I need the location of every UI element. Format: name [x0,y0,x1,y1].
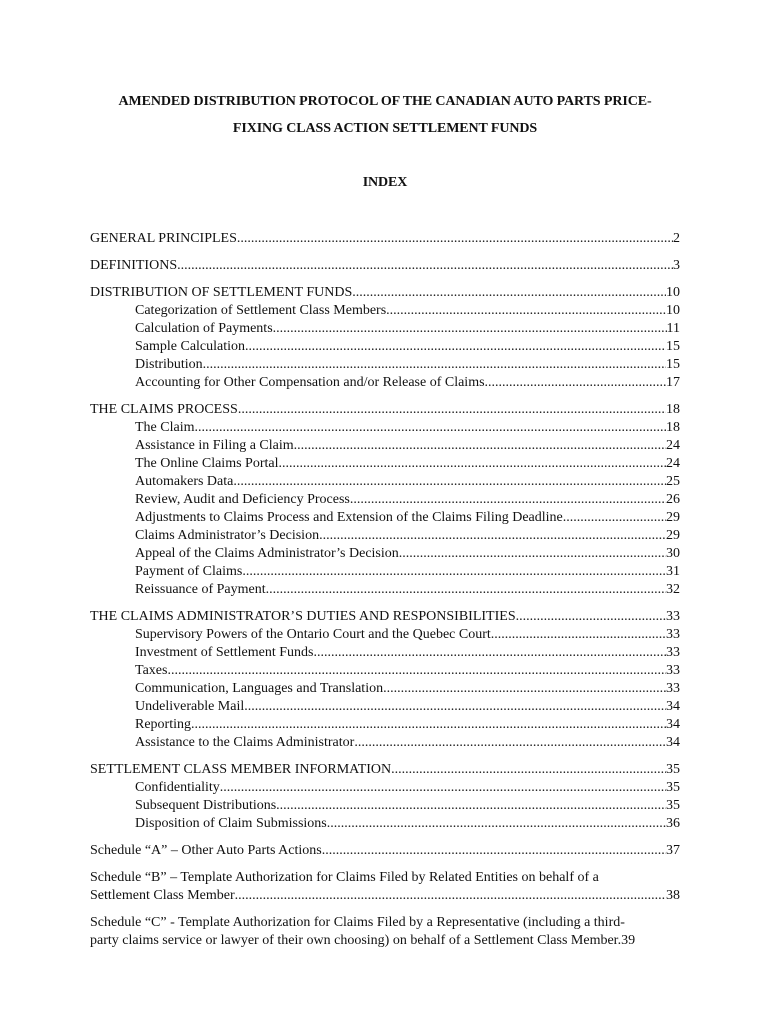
toc-entry-label: Confidentiality [135,780,220,795]
toc-entry-label: Subsequent Distributions [135,798,277,813]
toc-leader-dots [233,473,666,491]
toc-page-number: 31 [666,564,680,579]
toc-entry-line-2 [90,932,680,950]
toc-entry-label-line-2: Settlement Class Member [90,888,235,903]
toc-leader-dots [516,608,666,626]
toc-leader-dots [485,374,666,392]
toc-page-number: 34 [666,717,680,732]
toc-leader-dots [238,401,666,419]
toc-page-number: 34 [666,735,680,750]
toc-entry-label: Adjustments to Claims Process and Extension of the Claims Filing Deadline [135,510,563,525]
toc-entry-label: Reissuance of Payment [135,582,266,597]
toc-page-number: 35 [666,798,680,813]
toc-entry-label-line-1: Schedule “B” – Template Authorization for Claims Filed by Related Entities on behalf of a [90,870,599,885]
toc-leader-dots [235,887,666,905]
toc-entry-label: Supervisory Powers of the Ontario Court and the Quebec Court [135,627,491,642]
toc-subentry[interactable] [90,527,680,545]
toc-page-number: 10 [666,285,680,300]
toc-entry-label: Calculation of Payments [135,321,273,336]
toc-page-number: 33 [666,645,680,660]
toc-leader-dots [563,509,666,527]
toc-subentry[interactable] [90,545,680,563]
toc-entry-label: Automakers Data [135,474,234,489]
document-title-line-2: FIXING CLASS ACTION SETTLEMENT FUNDS [232,121,538,136]
toc-leader-dots [391,761,666,779]
toc-subentry[interactable] [90,734,680,752]
toc-leader-dots [278,455,666,473]
toc-leader-dots [294,437,666,455]
toc-entry-label: The Claim [135,420,195,435]
toc-page-number: 26 [666,492,680,507]
toc-entry-label: Schedule “A” – Other Auto Parts Actions [90,843,322,858]
toc-leader-dots [266,581,666,599]
toc-entry-the-claims-process[interactable] [90,401,680,419]
toc-page-number: 11 [666,321,680,336]
toc-entry-label: Disposition of Claim Submissions [135,816,327,831]
toc-subentry[interactable] [90,419,680,437]
toc-entry-general-principles[interactable] [90,230,680,248]
toc-entry-label: GENERAL PRINCIPLES [90,231,237,246]
toc-page-number: 24 [666,438,680,453]
toc-entry-label: Claims Administrator’s Decision [135,528,320,543]
toc-subentry[interactable] [90,563,680,581]
toc-leader-dots [327,815,666,833]
toc-entry-label: Investment of Settlement Funds [135,645,314,660]
toc-subentry[interactable] [90,302,680,320]
toc-entry-label-line-2: party claims service or lawyer of their own choosing) on behalf of a Settlement Class Member. [90,933,622,948]
toc-subentry[interactable] [90,509,680,527]
toc-entry-label: Accounting for Other Compensation and/or Release of Claims [135,375,485,390]
toc-page-number: 33 [666,663,680,678]
toc-leader-dots [313,644,666,662]
toc-leader-dots [167,662,666,680]
index-heading: INDEX [362,175,408,190]
toc-page-number: 10 [666,303,680,318]
toc-page-number: 37 [666,843,680,858]
toc-page-number: 36 [666,816,680,831]
toc-page-number: 3 [673,258,680,273]
toc-entry-schedule-c[interactable] [90,914,680,950]
toc-leader-dots [350,491,666,509]
toc-page-number: 29 [666,510,680,525]
toc-entry-label: Communication, Languages and Translation [135,681,384,696]
toc-entry-label: Undeliverable Mail [135,699,245,714]
toc-page-number: 18 [666,420,680,435]
toc-page-number: 15 [666,357,680,372]
toc-subentry[interactable] [90,716,680,734]
toc-leader-dots [322,842,666,860]
toc-subentry[interactable] [90,797,680,815]
toc-page-number: 32 [666,582,680,597]
toc-entry-claims-administrator-duties[interactable] [90,608,680,626]
toc-leader-dots [191,716,666,734]
toc-page-number: 25 [666,474,680,489]
toc-page-number: 35 [666,762,680,777]
toc-subentry[interactable] [90,437,680,455]
toc-page-number: 39 [621,933,636,948]
toc-subentry[interactable] [90,491,680,509]
toc-leader-dots [386,302,666,320]
toc-entry-label: Assistance to the Claims Administrator [135,735,355,750]
toc-page-number: 33 [666,609,680,624]
toc-entry-definitions[interactable] [90,257,680,275]
toc-leader-dots [276,797,666,815]
toc-entry-label-line-1: Schedule “C” - Template Authorization for Claims Filed by a Representative (including a third- [90,915,625,930]
toc-entry-label: Appeal of the Claims Administrator’s Decision [135,546,399,561]
toc-entry-label: THE CLAIMS ADMINISTRATOR’S DUTIES AND RESPONSIBILITIES [90,609,516,624]
toc-page-number: 15 [666,339,680,354]
toc-leader-dots [245,338,666,356]
toc-page-number: 33 [666,681,680,696]
toc-entry-label: SETTLEMENT CLASS MEMBER INFORMATION [90,762,392,777]
toc-entry-label: Reporting [135,717,191,732]
toc-leader-dots [399,545,666,563]
toc-subentry[interactable] [90,815,680,833]
toc-leader-dots [237,230,673,248]
toc-entry-label: Payment of Claims [135,564,243,579]
toc-entry-label: Assistance in Filing a Claim [135,438,294,453]
toc-page-number: 33 [666,627,680,642]
toc-subentry[interactable] [90,455,680,473]
toc-entry-line-2 [90,887,680,905]
toc-page-number: 24 [666,456,680,471]
toc-subentry[interactable] [90,320,680,338]
toc-entry-distribution-of-settlement-funds[interactable] [90,284,680,302]
toc-entry-label: Sample Calculation [135,339,246,354]
toc-leader-dots [203,356,666,374]
toc-leader-dots [195,419,667,437]
toc-entry-schedule-a[interactable] [90,842,680,860]
table-of-contents [90,230,680,950]
toc-page-number: 29 [666,528,680,543]
toc-leader-dots [491,626,666,644]
toc-subentry[interactable] [90,626,680,644]
toc-subentry[interactable] [90,644,680,662]
toc-entry-schedule-b[interactable] [90,869,680,905]
toc-entry-settlement-class-member-information[interactable] [90,761,680,779]
toc-subentry[interactable] [90,680,680,698]
toc-page-number: 17 [666,375,680,390]
toc-subentry[interactable] [90,374,680,392]
document-title-line-1: AMENDED DISTRIBUTION PROTOCOL OF THE CANADIAN AUTO PARTS PRICE- [118,94,652,109]
toc-entry-label: Review, Audit and Deficiency Process [135,492,350,507]
toc-leader-dots [354,734,666,752]
toc-page-number: 35 [666,780,680,795]
toc-leader-dots [383,680,666,698]
toc-entry-label: The Online Claims Portal [135,456,279,471]
toc-entry-label: Distribution [135,357,203,372]
toc-entry-label: Taxes [135,663,168,678]
toc-leader-dots [244,698,666,716]
toc-leader-dots [273,320,667,338]
toc-subentry[interactable] [90,581,680,599]
toc-subentry[interactable] [90,698,680,716]
toc-subentry[interactable] [90,662,680,680]
toc-page-number: 34 [666,699,680,714]
toc-entry-label: DEFINITIONS [90,258,178,273]
toc-leader-dots [352,284,666,302]
toc-page-number: 38 [666,888,680,903]
toc-leader-dots [319,527,666,545]
toc-leader-dots [177,257,673,275]
toc-subentry[interactable] [90,356,680,374]
toc-page-number: 18 [666,402,680,417]
toc-entry-label: THE CLAIMS PROCESS [90,402,238,417]
toc-subentry[interactable] [90,779,680,797]
toc-page-number: 2 [673,231,680,246]
toc-entry-label: Categorization of Settlement Class Members [135,303,387,318]
toc-entry-label: DISTRIBUTION OF SETTLEMENT FUNDS [90,285,353,300]
toc-subentry[interactable] [90,338,680,356]
toc-leader-dots [220,779,666,797]
toc-page-number: 30 [666,546,680,561]
toc-leader-dots [242,563,666,581]
toc-subentry[interactable] [90,473,680,491]
